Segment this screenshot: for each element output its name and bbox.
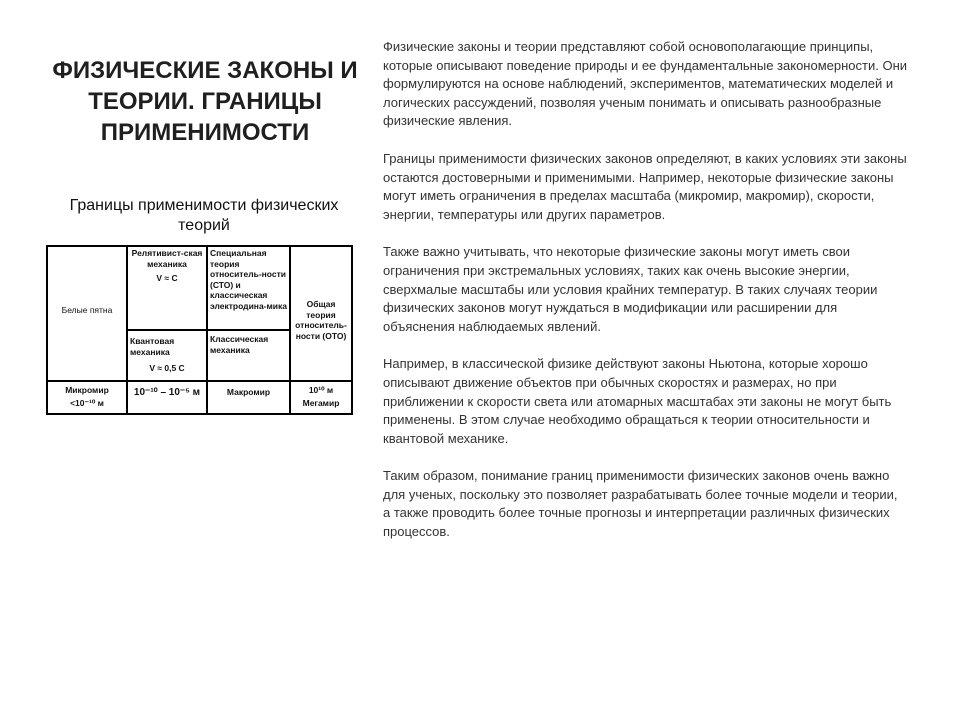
paragraph-2: Границы применимости физических законов определяют, в каких условиях эти законы остаются достоверными и применимыми. Например, некоторые физические законы могут иметь ограничения в пределах масштаба (микромир, макромир), скорости, энергии, температуры или других параметров. (383, 150, 907, 222)
cell-classical-mechanics: Классическая механика (210, 334, 269, 355)
cell-relativistic-mechanics: Релятивист-ская механика (131, 248, 203, 269)
applicability-diagram (34, 183, 364, 426)
grid-line-top (46, 245, 353, 247)
cell-microworld: Микромир (65, 385, 109, 395)
grid-line-right (351, 245, 353, 415)
cell-megaworld-bound: 10¹⁰ м (308, 385, 334, 395)
cell-white-spots: Белые пятна (61, 305, 113, 315)
cell-general-relativity: Общая теория относитель-ности (ОТО) (295, 299, 347, 341)
cell-quantum-speed: V ≈ 0,5 C (149, 363, 185, 373)
diagram-heading: Границы применимости физических теорий (69, 197, 339, 234)
grid-line-h-mid (126, 329, 290, 331)
grid-line-h-bottom-row (46, 380, 353, 382)
cell-microworld-bound: <10⁻¹⁰ м (70, 398, 104, 408)
cell-megaworld: Мегамир (302, 398, 340, 408)
paragraph-3: Также важно учитывать, что некоторые физические законы могут иметь свои ограничения при экстремальных условиях, таких как очень высокие энергии, сверхмалые масштабы или условия крайних температур. В таких случаях теории физических законов могут нуждаться в модификации или расширении для объяснения наблюдаемых явлений. (383, 244, 878, 334)
paragraph-5: Таким образом, понимание границ применимости физических законов очень важно для ученых, поскольку это позволяет разрабатывать более точные модели и теории, а также проводить более точные прогнозы и интерпретации различных физических процессов. (383, 468, 898, 540)
cell-meso-range: 10⁻¹⁰ – 10⁻⁵ м (133, 387, 201, 398)
cell-relativistic-speed: V ≈ C (156, 273, 178, 283)
slide-title: ФИЗИЧЕСКИЕ ЗАКОНЫ И ТЕОРИИ. ГРАНИЦЫ ПРИМЕНИМОСТИ (52, 57, 358, 146)
cell-special-relativity: Специальная теория относитель-ности (СТО) и классическая электродина-мика (210, 248, 287, 311)
body-text (383, 38, 908, 561)
cell-quantum-mechanics: Квантовая механика (130, 336, 175, 357)
paragraph-1: Физические законы и теории представляют собой основополагающие принципы, которые описывают поведение природы и ее фундаментальные закономерности. Они формулируются на основе наблюдений, экспериментов, математических моделей и логических рассуждений, позволяя ученым понимать и описывать разнообразные физические явления. (383, 39, 908, 129)
paragraph-4: Например, в классической физике действуют законы Ньютона, которые хорошо описывают движение объектов при обычных скоростях и размерах, но при приближении к скорости света или атомарных масштабах эти законы не могут быть применены. В этом случае необходимо обращаться к теории относительности и квантовой механике. (383, 356, 892, 446)
cell-macroworld: Макромир (226, 387, 271, 397)
applicability-grid (46, 245, 353, 415)
grid-line-bottom (46, 413, 353, 415)
